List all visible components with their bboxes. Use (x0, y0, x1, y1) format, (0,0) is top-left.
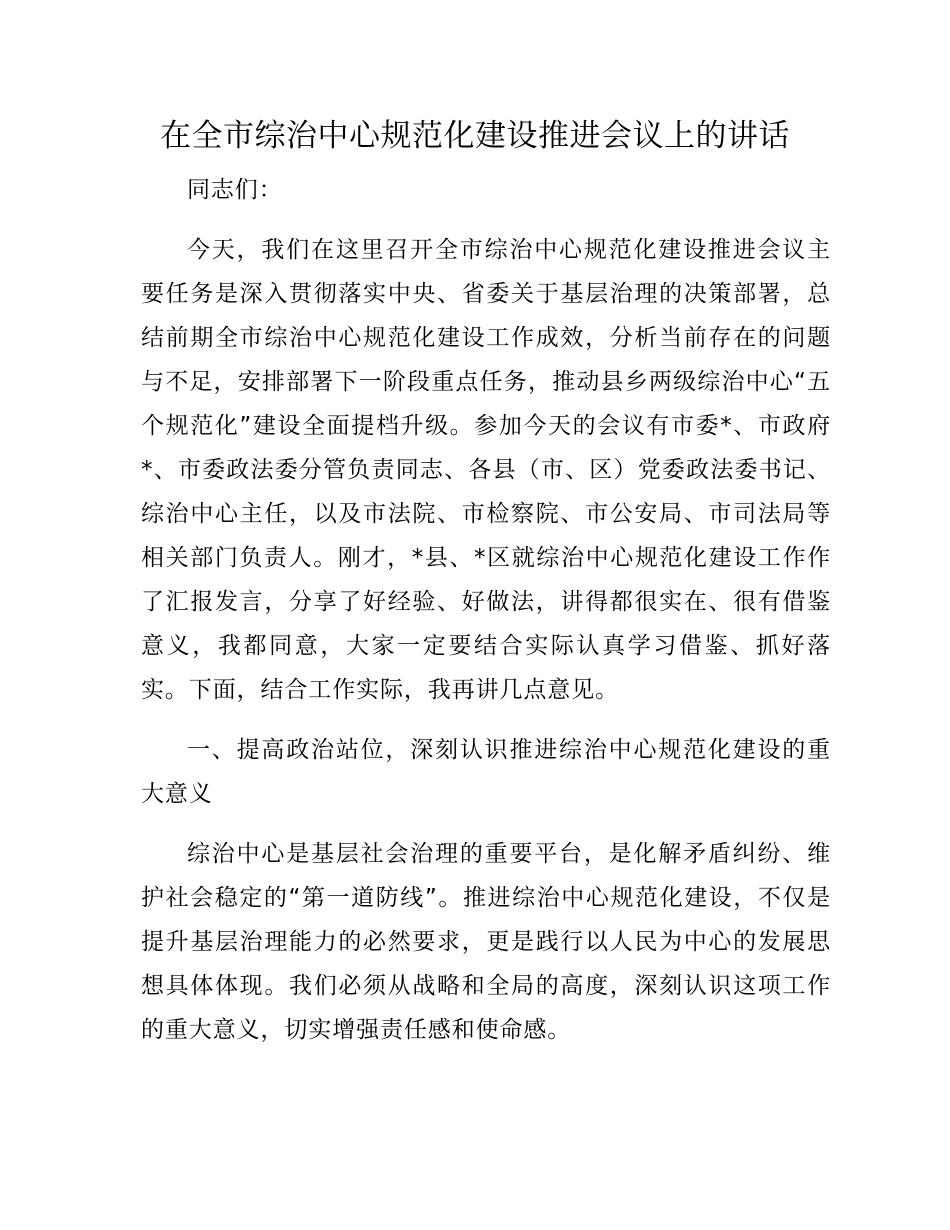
section-heading-1: 一、提高政治站位，深刻认识推进综治中心规范化建设的重大意义 (141, 737, 831, 807)
document-body (141, 168, 831, 1052)
document-title: 在全市综治中心规范化建设推进会议上的讲话 (160, 118, 790, 154)
intro-paragraph: 今天，我们在这里召开全市综治中心规范化建设推进会议主要任务是深入贯彻落实中央、省委关于基层治理的决策部署，总结前期全市综治中心规范化建设工作成效，分析当前存在的问题与不足，安排部署下一阶段重点任务，推动县乡两级综治中心“五个规范化”建设全面提档升级。参加今天的会议有市委*、市政府*、市委政法委分管负责同志、各县（市、区）党委政法委书记、综治中心主任，以及市法院、市检察院、市公安局、市司法局等相关部门负责人。刚才，*县、*区就综治中心规范化建设工作作了汇报发言，分享了好经验、好做法，讲得都很实在、很有借鉴意义，我都同意，大家一定要结合实际认真学习借鉴、抓好落实。下面，结合工作实际，我再讲几点意见。 (141, 237, 831, 703)
greeting-line: 同志们： (187, 177, 283, 203)
section-1-paragraph: 综治中心是基层社会治理的重要平台，是化解矛盾纠纷、维护社会稳定的“第一道防线”。推进综治中心规范化建设，不仅是提升基层治理能力的必然要求，更是践行以人民为中心的发展思想具体体现。我们必须从战略和全局的高度，深刻认识这项工作的重大意义，切实增强责任感和使命感。 (141, 841, 831, 1043)
